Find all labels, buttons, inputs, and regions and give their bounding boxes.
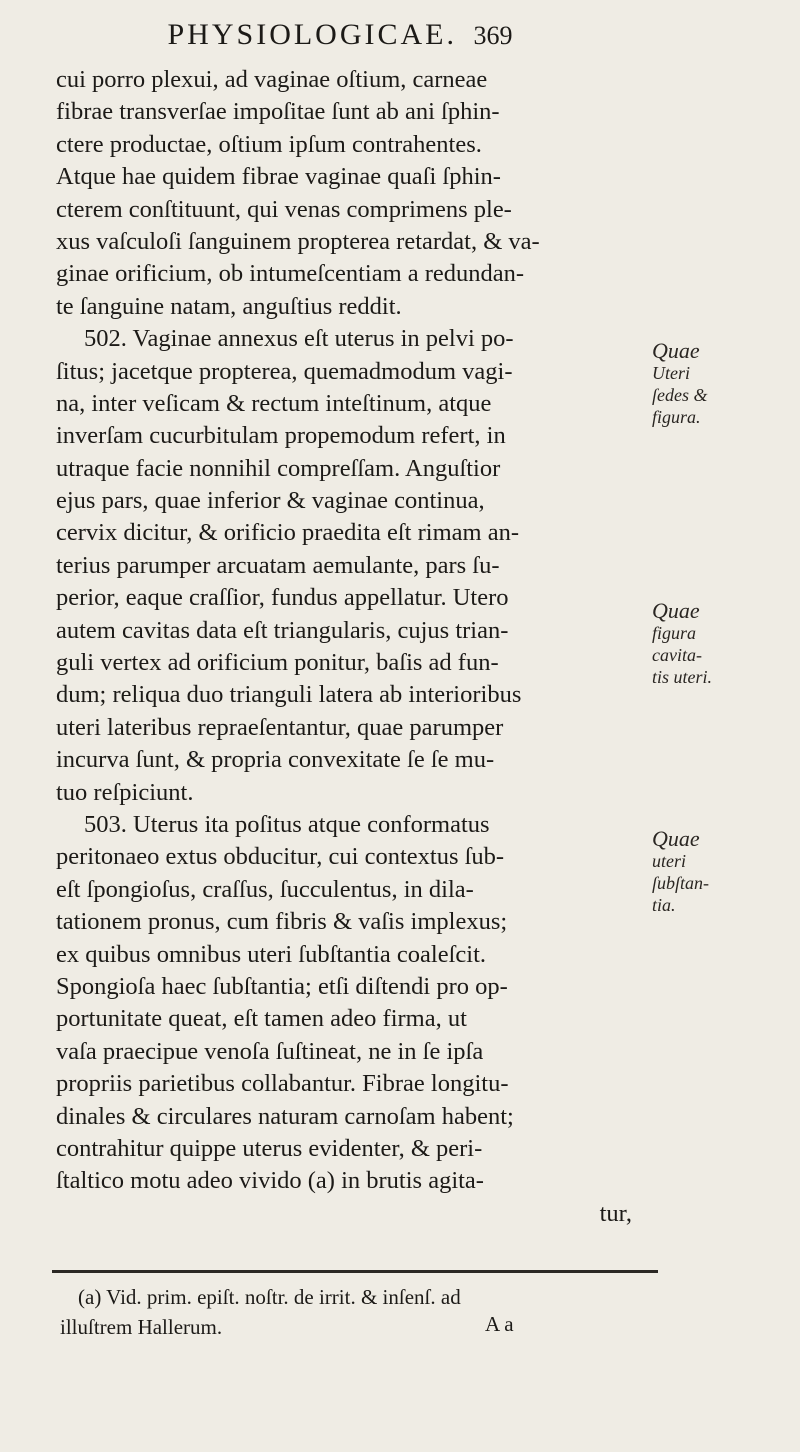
margin-note-line: tis uteri. xyxy=(652,667,713,687)
text-line: inverſam cucurbitulam propemodum refert, in xyxy=(56,422,506,450)
text-line: na, inter veſicam & rectum inteſtinum, atque xyxy=(56,389,492,417)
signature-mark: A a xyxy=(485,1312,514,1336)
margin-note-substantia xyxy=(652,828,782,916)
text-line: fibrae transverſae impoſitae ſunt ab ani ſphin- xyxy=(56,98,500,126)
text-line: ejus pars, quae inferior & vaginae continua, xyxy=(56,487,485,515)
text-line: xus vaſculoſi ſanguinem propterea retardat, & va- xyxy=(56,227,540,255)
text-line: terius parumper arcuatam aemulante, pars ſu- xyxy=(56,551,500,579)
text-line: te ſanguine natam, anguſtius reddit. xyxy=(56,292,402,320)
text-line: ſtaltico motu adeo vivido (a) in brutis agita- xyxy=(56,1167,484,1195)
footnote-line: (a) Vid. prim. epiſt. noſtr. de irrit. & inſenſ. ad xyxy=(78,1285,461,1309)
text-line: propriis parietibus collabantur. Fibrae longitu- xyxy=(56,1070,509,1098)
text-line: vaſa praecipue venoſa ſuſtineat, ne in ſe ipſa xyxy=(56,1037,484,1065)
catchword: tur, xyxy=(599,1199,632,1227)
paragraph-502-start: 502. Vaginae annexus eſt uterus in pelvi po- xyxy=(84,325,514,353)
text-line: ctere productae, oſtium ipſum contrahentes. xyxy=(56,130,482,158)
margin-note-line: ſedes & xyxy=(652,385,708,405)
margin-note-line: uteri xyxy=(652,851,686,871)
margin-note-uteri-sedes xyxy=(652,340,782,428)
text-line: autem cavitas data eſt triangularis, cujus trian- xyxy=(56,616,509,644)
text-line: incurva ſunt, & propria convexitate ſe ſe mu- xyxy=(56,746,495,774)
text-line: portunitate queat, eſt tamen adeo firma, ut xyxy=(56,1005,467,1033)
text-line: perior, eaque craſſior, fundus appellatur. Utero xyxy=(56,584,509,612)
margin-note-head: Quae xyxy=(652,598,700,623)
text-line: Spongioſa haec ſubſtantia; etſi diſtendi pro op- xyxy=(56,972,508,1000)
text-line: contrahitur quippe uterus evidenter, & peri- xyxy=(56,1134,483,1162)
margin-note-cavitas xyxy=(652,600,782,688)
text-line: eſt ſpongioſus, craſſus, ſucculentus, in dila- xyxy=(56,875,474,903)
running-title: PHYSIOLOGICAE. xyxy=(167,18,457,51)
margin-note-head: Quae xyxy=(652,338,700,363)
margin-note-line: ſubſtan- xyxy=(652,873,709,893)
text-line: dum; reliqua duo trianguli latera ab interioribus xyxy=(56,681,522,709)
margin-note-line: Uteri xyxy=(652,363,690,383)
footnote-rule xyxy=(52,1270,658,1273)
footnote-line: illuſtrem Hallerum. xyxy=(60,1315,223,1339)
text-line: cervix dicitur, & orificio praedita eſt rimam an- xyxy=(56,519,519,547)
text-line: ſitus; jacetque propterea, quemadmodum vagi- xyxy=(56,357,513,385)
text-line: dinales & circulares naturam carnoſam habent; xyxy=(56,1102,514,1130)
text-line: utraque facie nonnihil compreſſam. Anguſtior xyxy=(56,454,501,482)
text-line: tuo reſpiciunt. xyxy=(56,778,194,806)
margin-note-line: tia. xyxy=(652,895,676,915)
margin-note-head: Quae xyxy=(652,826,700,851)
footnote xyxy=(60,1282,660,1342)
margin-note-line: figura xyxy=(652,623,697,643)
text-line: ex quibus omnibus uteri ſubſtantia coaleſcit. xyxy=(56,940,487,968)
paragraph-503-start: 503. Uterus ita poſitus atque conformatus xyxy=(84,810,490,838)
page-number: 369 xyxy=(473,21,513,50)
text-line: guli vertex ad orificium ponitur, baſis ad fun- xyxy=(56,649,499,677)
margin-note-line: figura. xyxy=(652,407,701,427)
text-line: cterem conſtituunt, qui venas comprimens ple- xyxy=(56,195,512,223)
text-line: peritonaeo extus obducitur, cui contextus ſub- xyxy=(56,843,505,871)
margin-note-line: cavita- xyxy=(652,645,702,665)
text-line: tationem pronus, cum fibris & vaſis implexus; xyxy=(56,908,508,936)
main-text xyxy=(56,64,652,1230)
text-line: cui porro plexui, ad vaginae oſtium, carneae xyxy=(56,66,488,93)
text-line: Atque hae quidem fibrae vaginae quaſi ſphin- xyxy=(56,163,501,191)
running-header xyxy=(80,18,600,52)
text-line: ginae orificium, ob intumeſcentiam a redundan- xyxy=(56,260,525,288)
text-line: uteri lateribus repraeſentantur, quae parumper xyxy=(56,713,504,741)
